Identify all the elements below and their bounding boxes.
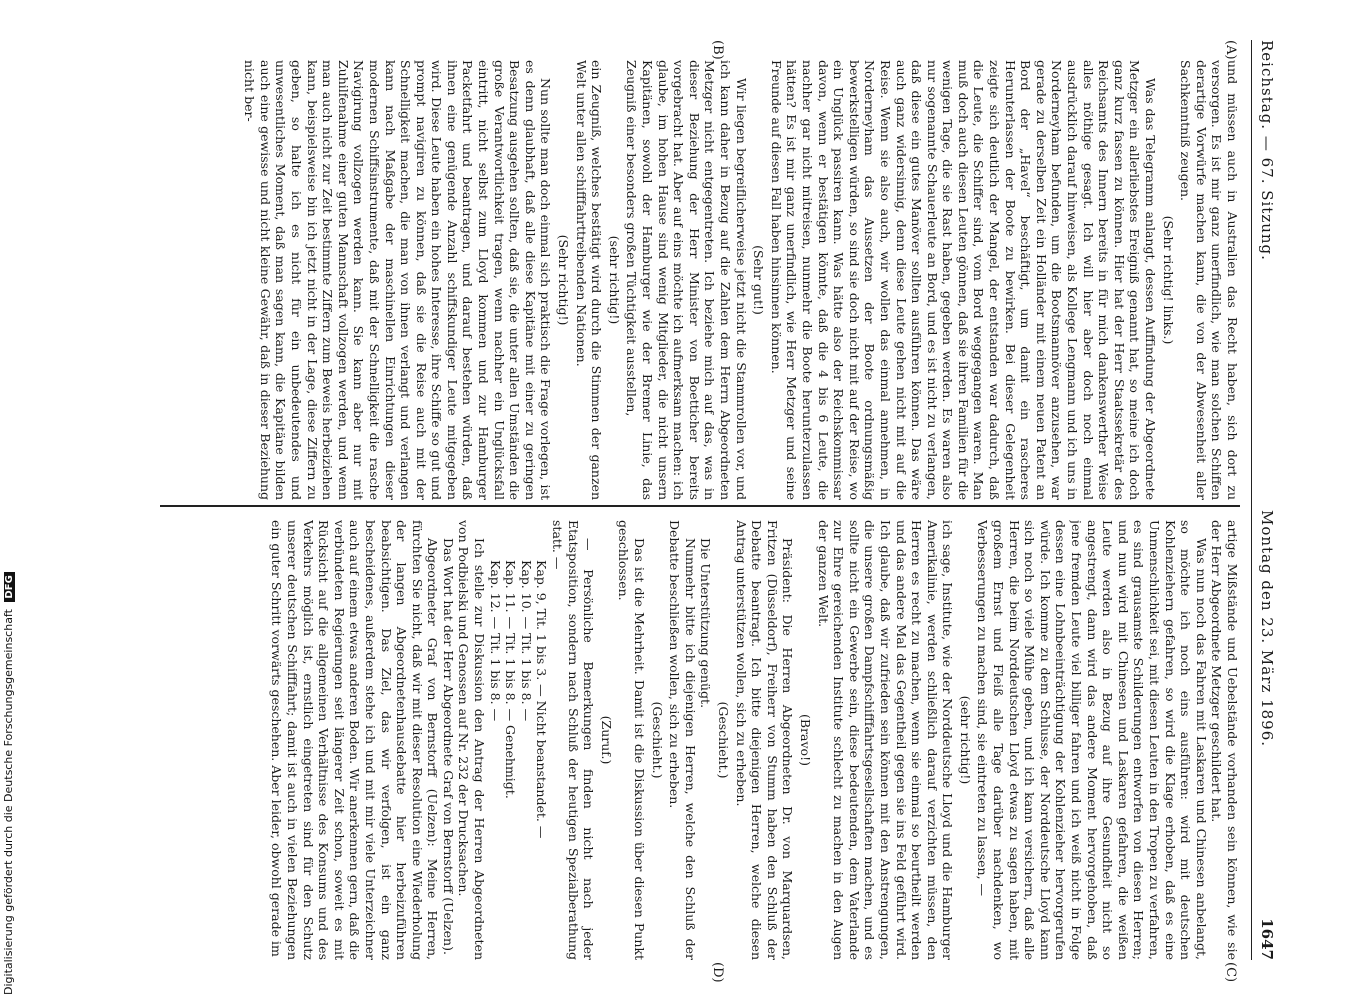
paragraph: und müssen auch in Australien das Recht haben, sich dort zu versorgen. Es ist mir ganz unerfindlich, wie man solchen Schiffen derartige Vorwürfe machen kann, die von der Abwesenheit aller Sachkenntniß zeugen. [1178,60,1240,500]
interjection: (Sehr richtig!) [556,234,572,326]
credit-text: Digitalisierung gefördert durch die Deutsche Forschungsgemeinschaft [2,609,15,995]
margin-marker-b: (B) [710,40,725,60]
paragraph: — Persönliche Bemerkungen finden nicht nach jeder Etatsposition, sondern nach Schluß der heutigen Spezialberathung statt. — [550,520,597,960]
interjection: (Sehr gut!) [751,245,767,315]
header-sitzung: Reichstag. — 67. Sitzung. [1258,40,1276,261]
margin-marker-a: (A) [1223,40,1238,60]
interjection: (Zuruf.) [598,715,614,765]
column-divider [160,505,1240,507]
paragraph: Nun sollte man doch einmal sich praktisch die Frage vorlegen, ist es denn glaubhaft, daß alle diese Kapitäne mit einer zu geringen Besatzung ausgehen sollten, daß sie, die unter allen Umständen die große Verantwortlichkeit tragen, wenn nachher ein Unglücksfall eintritt, nicht selbst zum Lloyd kommen und zur Hamburger Packetfahrt und beantragen, und darauf bestehen würden, daß ihnen eine genügende Anzahl schiffskundiger Leute mitgegeben wird. Diese Leute haben ein hohes Interesse, ihre Schiffe so gut und prompt navigiren zu können, daß sie die Reise auch mit der Schnelligkeit machen, die man von ihnen verlangt und verlangen kann nach Maßgabe der maschinellen Einrichtungen dieser modernen Schiffsinstrumente, daß mit der Schnelligkeit die rasche Navigirung vollzogen werden kann. Sie kann aber nur mit Zuhilfenahme einer guten Mannschaft vollzogen werden, und wenn man auch nicht zur Zeit bestimmte Ziffern zum Beweis herbeiziehen kann, beispielsweise bin ich jetzt nicht in der Lage, diese Ziffern zu geben, so halte ich es nicht für ein unbedeutendes und unwesentliches Moment, daß man sagen kann, die Kapitäne bilden auch eine gewisse und nicht kleine Gewähr, daß in dieser Beziehung nicht ber- [242,60,554,500]
paragraph: Was das Telegramm anlangt, dessen Auffindung der Abgeordnete Metzger ein allerliebstes Ereigniß genannt hat, so meine ich doch ganz kurz fassen zu können. Hier hat der Herr Staatssekretär des Reichsamts des Innern bereits in für mich dankenswerther Weise alles nöthige gesagt. Ich will hier aber doch noch einmal ausdrücklich darauf hinweisen, als Kollege Lengmann und ich uns in Norderneyham befunden, um die Bootsmannöver anzusehen, war gerade zu derselben Zeit ein Holländer mit einem neuen Patent an Bord der „Havel“ beschäftigt, um damit ein rascheres Herunterlassen der Boote zu bewirken. Bei dieser Gelegenheit zeigte sich deutlich der Mangel, der entstanden war dadurch, daß die Leute, die Schiffer sind, vom Bord weggegangen waren. Man muß doch auch diesen Leuten gönnen, daß sie ihren Familien für die wenigen Tage, die sie Rast haben, gegeben werden. Es waren also nur sogenannte Schauerleute an Bord, und es ist nicht zu verlangen, daß diese ein gutes Manöver sollten ausführen können. Das wäre auch ganz widersinnig, denn diese Leute gehen nicht mit auf die Reise. Wenn sie also auch, wir wollen das einmal annehmen, in Norderneyham das Aussetzen der Boote ordnungsmäßig bewerkstelligen würden, so sind sie doch nicht mit auf der Reise, wo ein Unglück passiren kann. Was hätte also der Reichskommissar davon, wenn er bestätigen könnte, daß die 4 bis 6 Leute, die nachher gar nicht mitreisen, nunmehr die Boote herunterzulassen hätten? Es ist mir ganz unerfindlich, wie Herr Metzger und seine Freunde auf diesen Fall haben hinsinnen können. [768,60,1159,500]
budget-item: Kap. 12. — Tit. 1 bis 8. — [487,560,503,722]
left-text-column [150,60,1240,500]
interjection: (Sehr richtig! links.) [1160,215,1176,345]
budget-item: Kap. 10. — Tit. 1 bis 8. — [518,560,534,722]
digitization-sidebar [2,0,24,1000]
paragraph: Das Wort hat der Herr Abgeordnete Graf von Bernstorff (Uelzen). [440,538,456,955]
interjection: (sehr richtig!) [606,235,622,325]
paragraph: Wir liegen begreiflicherweise jetzt nicht die Stammrollen vor, und ich kann daher in Bezug auf die Zahlen dem Herrn Abgeordneten Metzger nicht entgegentreten. Ich beziehe mich auf das, was in dieser Beziehung der Herr Minister von Boetticher bereits vorgebracht hat. Aber auf eins möchte ich aufmerksam machen: ich glaube, im hohen Hause sind wenig Mitglieder, die nicht unsern Kapitänen, sowohl der Hamburger wie der Bremer Linie, das Zeugniß einer besonders großen Tüchtigkeit ausstellen, [624,60,749,500]
digitization-credit [2,572,15,995]
paragraph: ich sage, Institute, wie der Norddeutsche Lloyd und die Hamburger Amerikalinie, werden schließlich darauf verzichten müssen, den Herren es recht zu machen, wenn sie einmal so beurtheilt werden und das andere Mal das Gegentheil gegen sie ins Feld geführt wird. Ich glaube, daß wir zufrieden sein können mit den Anstrengungen, die unsere großen Dampfschifffahrtsgesellschaften machen, und es sollte nicht ein Gewerbe sein, diese bedeutenden, dem Vaterlande zur Ehre gereichenden Institute schlecht zu machen in den Augen der ganzen Welt. [815,520,956,960]
president-statement: Präsident: Die Herren Abgeordneten Dr. von Marquardsen, Fritzen (Düsseldorf), Freiherr von Stumm haben den Schluß der Debatte beantragt. Ich bitte diejenigen Herren, welche diesen Antrag unterstützen wollen, sich zu erheben. [733,520,796,960]
margin-marker-c: (C) [1223,962,1238,983]
interjection: (sehr richtig!) [957,695,973,785]
margin-marker-d: (D) [710,962,725,983]
interjection: (Geschieht.) [716,701,731,779]
paragraph: artige Mißstände und Uebelstände vorhanden sein können, wie sie der Herr Abgeordnete Metzger geschildert hat. [1209,520,1240,960]
speech-paragraph: Abgeordneter Graf von Bernstorff (Uelzen): Meine Herren, fürchten Sie nicht, daß wir mit dieser Resolution eine Wiederholung der langen Abgeordnetenhausdebatte hier herbeizuführen beabsichtigen. Das Ziel, das wir verfolgen, ist ein ganz bescheidenes, außerdem stehe ich und mit mir viele Unterzeichner auch auf einem etwas anderen Boden. Wir anerkennen gern, daß die verbündeten Regierungen seit längerer Zeit schon, soweit es mit Rücksicht auf die allgemeinen Verhältnisse des Konsums und des Verkehrs möglich ist, ernstlich eingetreten sind für den Schutz unserer deutschen Schifffahrt; damit ist auch in vielen Beziehungen ein guter Schritt vorwärts geschehen. Aber leider, obwohl gerade im [269,520,441,960]
interjection: (Geschieht.) [649,701,665,779]
page-number: 1647 [1258,918,1276,960]
interjection: (Bravo!) [797,714,813,766]
paragraph: Die Unterstützung genügt. [698,538,714,709]
paragraph: Das ist die Mehrheit. Damit ist die Diskussion über diesen Punkt geschlossen. [616,520,648,960]
budget-item: Kap. 11. — Tit. 1 bis 8. — Genehmigt. [503,560,519,799]
header-date: Montag den 23. März 1896. [1258,510,1276,748]
paragraph: ein Zeugniß, welches bestätigt wird durch die Stimmen der ganzen Welt unter allen schifffahrttreibenden Nationen. [573,60,605,500]
page-header [1251,40,1282,960]
rotated-document-page [80,0,1290,1000]
right-text-column [150,520,1240,960]
paragraph: Ich stelle zur Diskussion den Antrag der Herren Abgeordneten von Podbielski und Genossen auf Nr. 232 der Drucksachen. [456,520,488,960]
paragraph: Was nun noch das Fahren mit Laskaren und Chinesen anbelangt, so möchte ich noch eins ausführen: wird mit deutschen Kohlenziehern gefahren, so wird die Klage erhoben, daß es eine Unmenschlichkeit sei, mit diesen Leuten in den Tropen zu verfahren, es sind grausamste Schilderungen entworfen von diesen Herren; und nun wird mit Chinesen und Laskaren gefahren, die weißen Leute werden also in Bezug auf ihre Gesundheit nicht so angestrengt, dann wird das andere Moment hervorgehoben, daß jene fremden Leute viel billiger fahren und ich weiß nicht in Folge dessen eine Lohnbeeinträchtigung der Kohlenzieher hervorgerufen würde. Ich komme zu dem Schlusse, der Norddeutsche Lloyd kann sich noch so viele Mühe geben, und ich kann versichern, daß alle Herren, die beim Norddeutschen Lloyd etwas zu sagen haben, mit großem Ernst und Fleiß alle Tage darüber nachdenken, wo Verbesserungen zu machen sind, sie eintreten zu lassen, — [975,520,1209,960]
budget-item: Kap. 9, Tit. 1 bis 3. — Nicht beanstandet. — [534,560,550,839]
dfg-logo: DFG [4,572,15,601]
paragraph: Nunmehr bitte ich diejenigen Herren, welche den Schluß der Debatte beschließen wollen, sich zu erheben. [667,520,698,960]
